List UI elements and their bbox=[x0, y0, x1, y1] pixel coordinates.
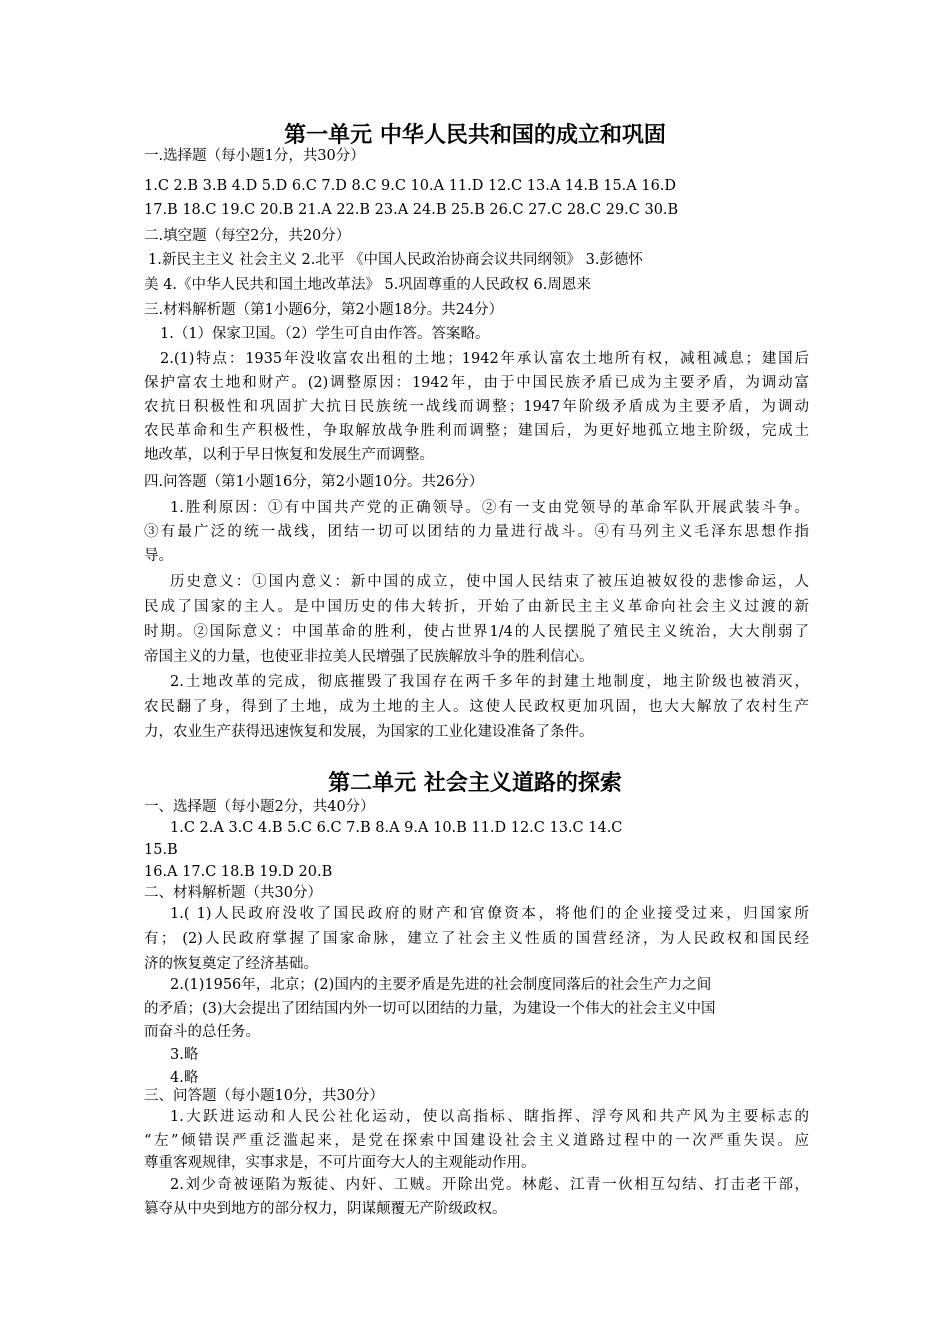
unit1-line: 力，农业生产获得迅速恢复和发展，为国家的工业化建设准备了条件。 bbox=[144, 724, 594, 740]
unit2-line: 4.略 bbox=[170, 1070, 199, 1086]
unit1-line: 2.土地改革的完成，彻底摧毁了我国存在两千多年的封建土地制度，地主阶级也被消灭， bbox=[170, 674, 809, 690]
unit1-line: 二.填空题（每空2分，共20分） bbox=[144, 228, 351, 244]
unit2-line: 有； (2)人民政府掌握了国家命脉，建立了社会主义性质的国营经济，为人民政权和国民经 bbox=[144, 931, 809, 947]
unit2-line: 二、材料解析题（共30分） bbox=[144, 885, 322, 901]
unit1-line: 美 4.《中华人民共和国土地改革法》 5.巩固尊重的人民政权 6.周恩来 bbox=[144, 277, 591, 293]
unit1-line: 2.(1)特点：1935年没收富农出租的土地；1942年承认富农土地所有权，减租减息；建国后 bbox=[160, 351, 809, 367]
unit1-line: 三.材料解析题（第1小题6分，第2小题18分。共24分） bbox=[144, 302, 504, 318]
unit1-line: 1.C 2.B 3.B 4.D 5.D 6.C 7.D 8.C 9.C 10.A 11.D 12.C 13.A 14.B 15.A 16.D bbox=[144, 178, 677, 194]
unit1-line: ③有最广泛的统一战线，团结一切可以团结的力量进行战斗。④有马列主义毛泽东思想作指 bbox=[144, 524, 809, 540]
unit1-line: 地改革，以利于早日恢复和发展生产而调整。 bbox=[144, 447, 434, 463]
unit1-line: 帝国主义的力量，也使亚非拉美人民增强了民族解放斗争的胜利信心。 bbox=[144, 649, 594, 665]
unit2-line: 尊重客观规律，实事求是，不可片面夸大人的主观能动作用。 bbox=[144, 1155, 536, 1171]
unit2-line: 2.刘少奇被诬陷为叛徒、内奸、工贼。开除出党。林彪、江青一伙相互勾结、打击老干部， bbox=[170, 1177, 809, 1193]
unit2-line: 济的恢复奠定了经济基础。 bbox=[144, 956, 318, 972]
unit2-line: 16.A 17.C 18.B 19.D 20.B bbox=[144, 864, 333, 880]
unit2-line: 1.C 2.A 3.C 4.B 5.C 6.C 7.B 8.A 9.A 10.B 11.D 12.C 13.C 14.C bbox=[170, 820, 623, 836]
unit1-line: 农民翻了身，得到了土地，成为土地的主人。这使人民政权更加巩固，也大大解放了农村生产 bbox=[144, 699, 809, 715]
unit2-line: 3.略 bbox=[170, 1047, 199, 1063]
unit1-line: 时期。②国际意义：中国革命的胜利，使占世界1/4的人民摆脱了殖民主义统治，大大削弱了 bbox=[144, 624, 809, 640]
unit2-line: 篡夺从中央到地方的部分权力，阴谋颠覆无产阶级政权。 bbox=[144, 1201, 507, 1217]
unit2-line: 1.( 1)人民政府没收了国民政府的财产和官僚资本，将他们的企业接受过来，归国家所 bbox=[170, 906, 809, 922]
unit2-line: 三、问答题（每小题10分，共30分） bbox=[144, 1088, 384, 1104]
unit1-line: 保护富农土地和财产。(2)调整原因：1942年，由于中国民族矛盾已成为主要矛盾，为调动富 bbox=[144, 375, 809, 391]
unit2-line: 的矛盾；(3)大会提出了团结国内外一切可以团结的力量，为建设一个伟大的社会主义中国 bbox=[144, 1001, 716, 1017]
unit1-title: 第一单元 中华人民共和国的成立和巩固 bbox=[284, 123, 666, 148]
unit1-line: 1.（1）保家卫国。（2）学生可自由作答。答案略。 bbox=[160, 326, 490, 342]
unit1-line: 农抗日积极性和巩固扩大抗日民族统一战线而调整；1947年阶级矛盾成为主要矛盾，为调动 bbox=[144, 399, 809, 415]
unit1-line: 一.选择题（每小题1分，共30分） bbox=[144, 148, 365, 164]
unit2-line: “左”倾错误严重泛滥起来，是党在探索中国建设社会主义道路过程中的一次严重失误。应 bbox=[144, 1133, 809, 1149]
unit2-line: 一、选择题（每小题2分，共40分） bbox=[144, 799, 375, 815]
unit1-line: 1.新民主主义 社会主义 2.北平 《中国人民政治协商会议共同纲领》 3.彭德怀 bbox=[148, 252, 643, 268]
unit1-line: 历史意义：①国内意义：新中国的成立，使中国人民结束了被压迫被奴役的悲惨命运，人 bbox=[170, 574, 809, 590]
unit2-title: 第二单元 社会主义道路的探索 bbox=[328, 771, 622, 796]
unit1-line: 17.B 18.C 19.C 20.B 21.A 22.B 23.A 24.B 25.B 26.C 27.C 28.C 29.C 30.B bbox=[144, 202, 679, 218]
unit1-line: 1.胜利原因：①有中国共产党的正确领导。②有一支由党领导的革命军队开展武装斗争。 bbox=[170, 500, 809, 516]
unit1-line: 农民革命和生产积极性，争取解放战争胜利而调整；建国后，为更好地孤立地主阶级，完成土 bbox=[144, 423, 809, 439]
unit2-line: 而奋斗的总任务。 bbox=[144, 1024, 260, 1040]
unit1-line: 民成了国家的主人。是中国历史的伟大转折，开始了由新民主主义革命向社会主义过渡的新 bbox=[144, 599, 809, 615]
unit1-line: 四.问答题（第1小题16分，第2小题10分。共26分） bbox=[144, 474, 484, 490]
unit1-line: 导。 bbox=[144, 548, 173, 564]
unit2-line: 1.大跃进运动和人民公社化运动，使以高指标、瞎指挥、浮夸风和共产风为主要标志的 bbox=[170, 1109, 809, 1125]
unit2-line: 2.(1)1956年，北京；(2)国内的主要矛盾是先进的社会制度同落后的社会生产力之间 bbox=[170, 977, 712, 993]
unit2-line: 15.B bbox=[144, 842, 178, 858]
